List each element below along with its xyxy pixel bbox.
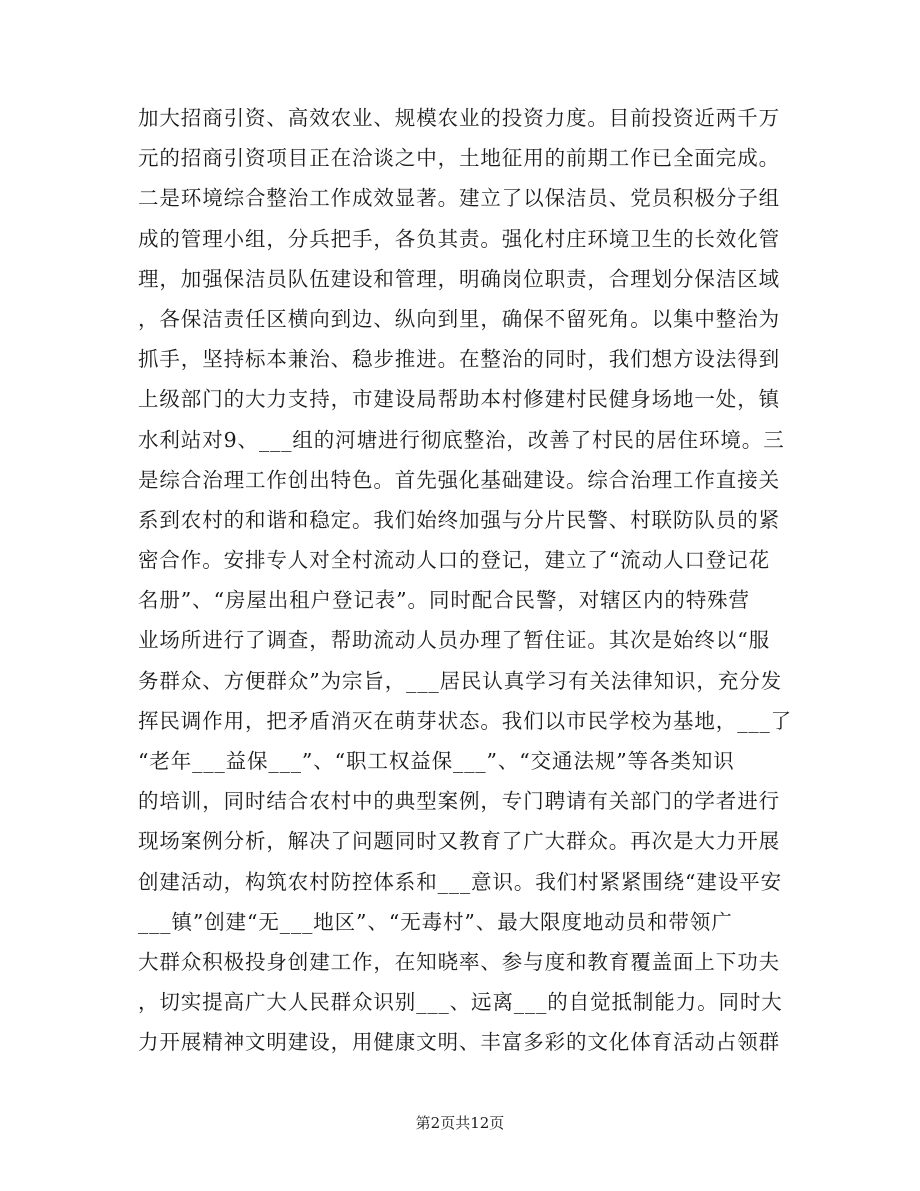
text-line: 密合作。安排专人对全村流动人口的登记，建立了“流动人口登记花 — [138, 548, 770, 573]
text-line: 元的招商引资项目正在洽谈之中，土地征用的前期工作已全面完成。 — [138, 146, 780, 171]
text-line: 名册”、“房屋出租户登记表”。同时配合民警，对辖区内的特殊营 — [138, 588, 750, 613]
text-line: 成的管理小组，分兵把手，各负其责。强化村庄环境卫生的长效化管 — [138, 226, 780, 251]
text-line: 上级部门的大力支持，市建设局帮助本村修建村民健身场地一处，镇 — [138, 387, 780, 412]
text-line: 系到农村的和谐和稳定。我们始终加强与分片民警、村联防队员的紧 — [138, 507, 780, 532]
text-line: 抓手，坚持标本兼治、稳步推进。在整治的同时，我们想方设法得到 — [138, 347, 780, 372]
text-line: 创建活动，构筑农村防控体系和___意识。我们村紧紧围绕“建设平安 — [138, 869, 783, 894]
text-line: 务群众、方便群众”为宗旨，___居民认真学习有关法律知识，充分发 — [138, 668, 783, 693]
text-line: 现场案例分析，解决了问题同时又教育了广大群众。再次是大力开展 — [138, 829, 780, 854]
text-line: 业场所进行了调查，帮助流动人员办理了暂住证。其次是始终以“服 — [138, 628, 770, 653]
text-line: “老年___益保___”、“职工权益保___”、“交通法规”等各类知识 — [138, 749, 735, 773]
text-line: 力开展精神文明建设，用健康文明、丰富多彩的文化体育活动占领群 — [138, 1030, 780, 1055]
text-line: 水利站对9、___组的河塘进行彻底整治，改善了村民的居住环境。三 — [138, 427, 785, 452]
text-line: ，切实提高广大人民群众识别___、远离___的自觉抵制能力。同时大 — [138, 990, 783, 1015]
text-line: 理，加强保洁员队伍建设和管理，明确岗位职责，合理划分保洁区域 — [138, 266, 780, 291]
body-text — [138, 98, 793, 1063]
text-line: 的培训，同时结合农村中的典型案例，专门聘请有关部门的学者进行 — [138, 789, 780, 814]
text-line: 二是环境综合整治工作成效显著。建立了以保洁员、党员积极分子组 — [138, 186, 780, 211]
text-line: ，各保洁责任区横向到边、纵向到里，确保不留死角。以集中整治为 — [138, 306, 780, 331]
page-number-footer: 第2页共12页 — [415, 1114, 505, 1132]
text-line: ___镇”创建“无___地区”、“无毒村”、最大限度地动员和带领广 — [138, 909, 733, 934]
text-line: 加大招商引资、高效农业、规模农业的投资力度。目前投资近两千万 — [138, 106, 780, 130]
text-line: 挥民调作用，把矛盾消灭在萌芽状态。我们以市民学校为基地，___了 — [138, 708, 793, 733]
text-line: 是综合治理工作创出特色。首先强化基础建设。综合治理工作直接关 — [138, 467, 780, 492]
text-line: 大群众积极投身创建工作，在知晓率、参与度和教育覆盖面上下功夫 — [138, 949, 780, 974]
